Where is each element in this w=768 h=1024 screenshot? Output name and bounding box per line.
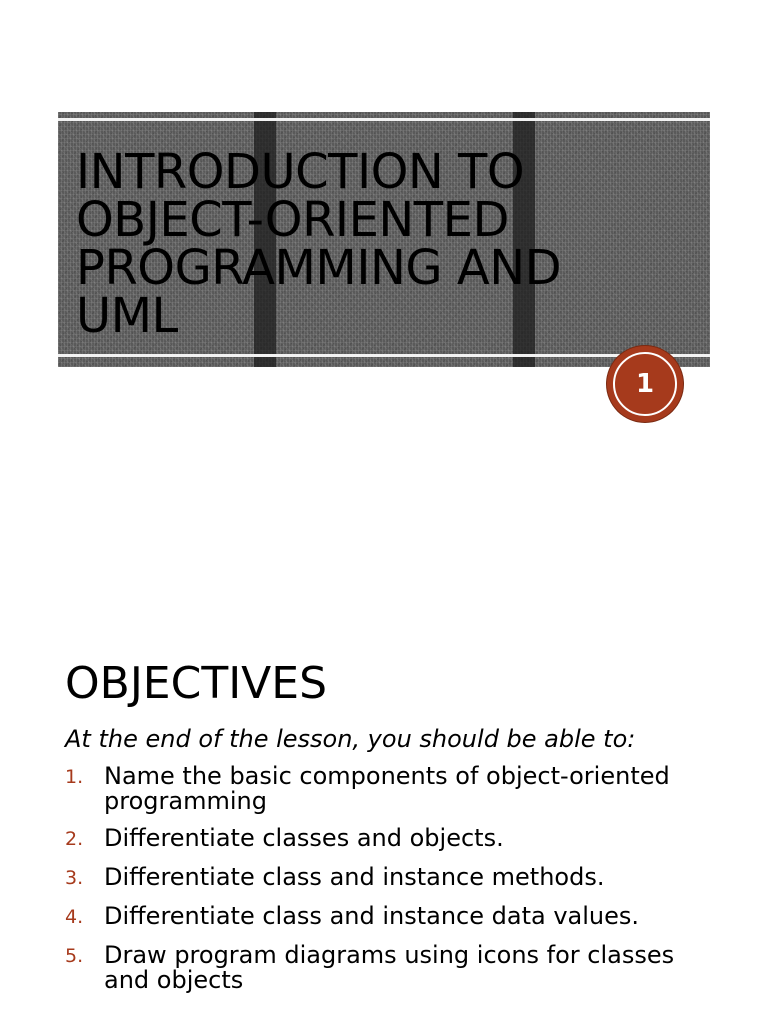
list-item-number: 2. [65,828,84,850]
list-item-text: Name the basic components of object-oriented programming [104,762,670,815]
list-item-text: Differentiate classes and objects. [104,824,504,852]
objectives-list [65,762,705,1003]
list-item-number: 3. [65,867,84,889]
slide-number-badge [607,346,683,422]
list-item-text: Differentiate class and instance data values. [104,902,640,930]
list-item-text: Differentiate class and instance methods. [104,863,605,891]
list-item-number: 1. [65,766,84,788]
list-item-number: 5. [65,945,84,967]
slide-title: INTRODUCTION TO OBJECT-ORIENTED PROGRAMMING AND UML [76,144,562,344]
list-item [65,902,705,931]
objectives-heading: OBJECTIVES [65,658,328,709]
objectives-intro: At the end of the lesson, you should be able to: [65,725,636,753]
list-item [65,762,705,814]
list-item-number: 4. [65,906,84,928]
slide-number: 1 [635,369,655,399]
list-item-text: Draw program diagrams using icons for classes and objects [104,941,675,994]
list-item [65,824,705,853]
list-item [65,863,705,892]
list-item [65,941,705,993]
banner-top-rule [58,118,710,121]
